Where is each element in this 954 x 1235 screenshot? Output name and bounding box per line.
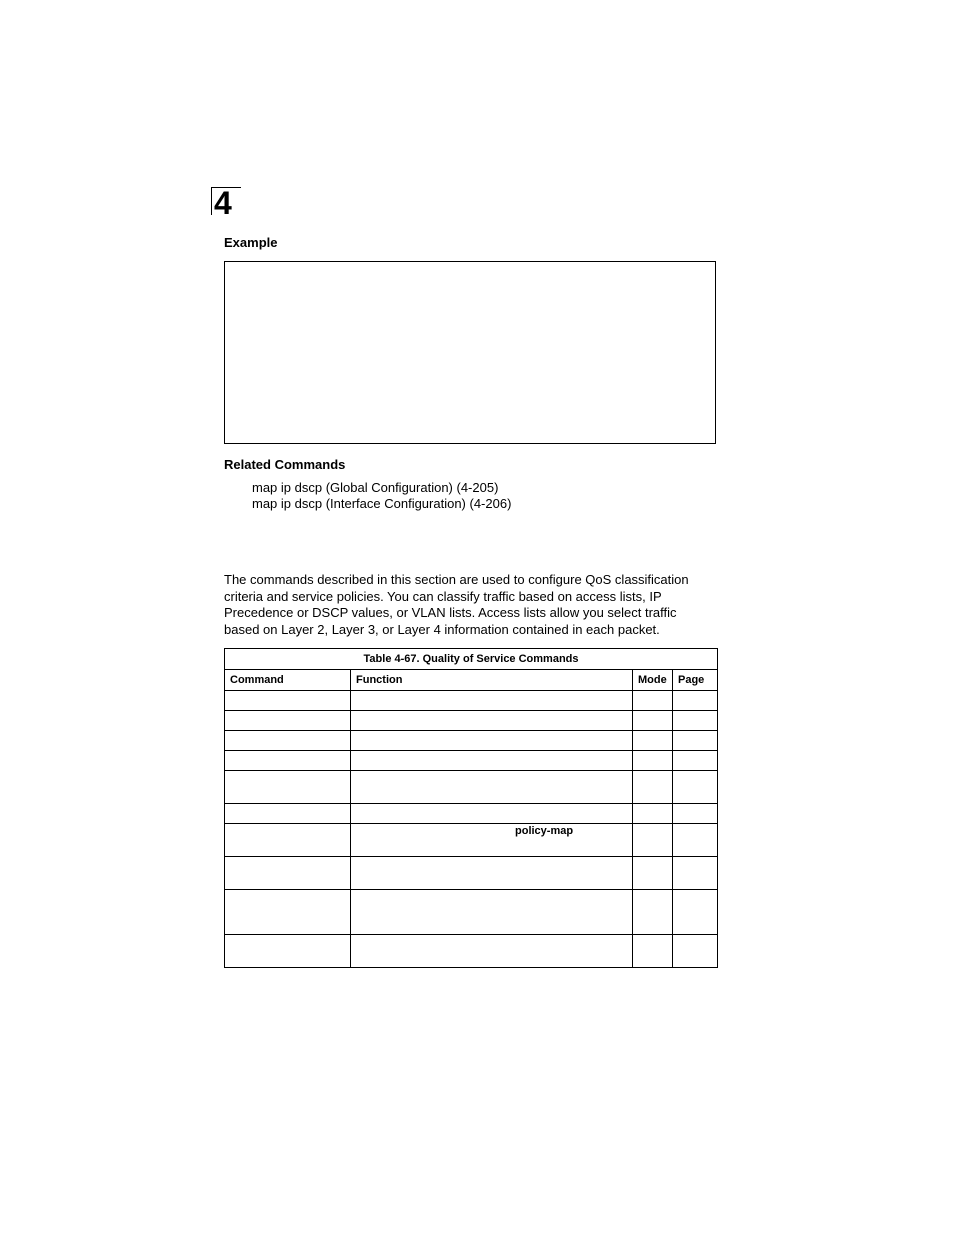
table-row: [225, 691, 718, 711]
table-row: [225, 935, 718, 968]
related-command-item: map ip dscp (Global Configuration) (4-205): [252, 480, 499, 495]
table-caption: Table 4-67. Quality of Service Commands: [225, 649, 718, 670]
related-command-item: map ip dscp (Interface Configuration) (4-206): [252, 496, 512, 511]
table-row: [225, 731, 718, 751]
related-commands-heading: Related Commands: [224, 457, 346, 472]
example-code-box: [224, 261, 716, 444]
table-row: [225, 824, 718, 857]
column-header-command: Command: [225, 670, 351, 691]
table-row: [225, 804, 718, 824]
column-header-page: Page: [673, 670, 718, 691]
table-row: [225, 711, 718, 731]
table-header-row: [225, 670, 718, 691]
intro-paragraph: The commands described in this section are used to configure QoS classification criteria and service policies. You can classify traffic based on access lists, IP Precedence or DSCP values, or VLAN lists. Access lists allow you select traffic based on Layer 2, Layer 3, or Layer 4 information contained in each packet.: [224, 572, 689, 637]
qos-commands-table: [224, 648, 718, 968]
policy-map-keyword: policy-map: [515, 825, 574, 837]
table-row: [225, 751, 718, 771]
column-header-function: Function: [351, 670, 633, 691]
related-commands-list: [252, 480, 511, 512]
chapter-number: 4: [214, 185, 232, 221]
table-row: [225, 890, 718, 935]
example-heading: Example: [224, 235, 278, 250]
column-header-mode: Mode: [633, 670, 673, 691]
table-row: [225, 771, 718, 804]
table-row: [225, 857, 718, 890]
